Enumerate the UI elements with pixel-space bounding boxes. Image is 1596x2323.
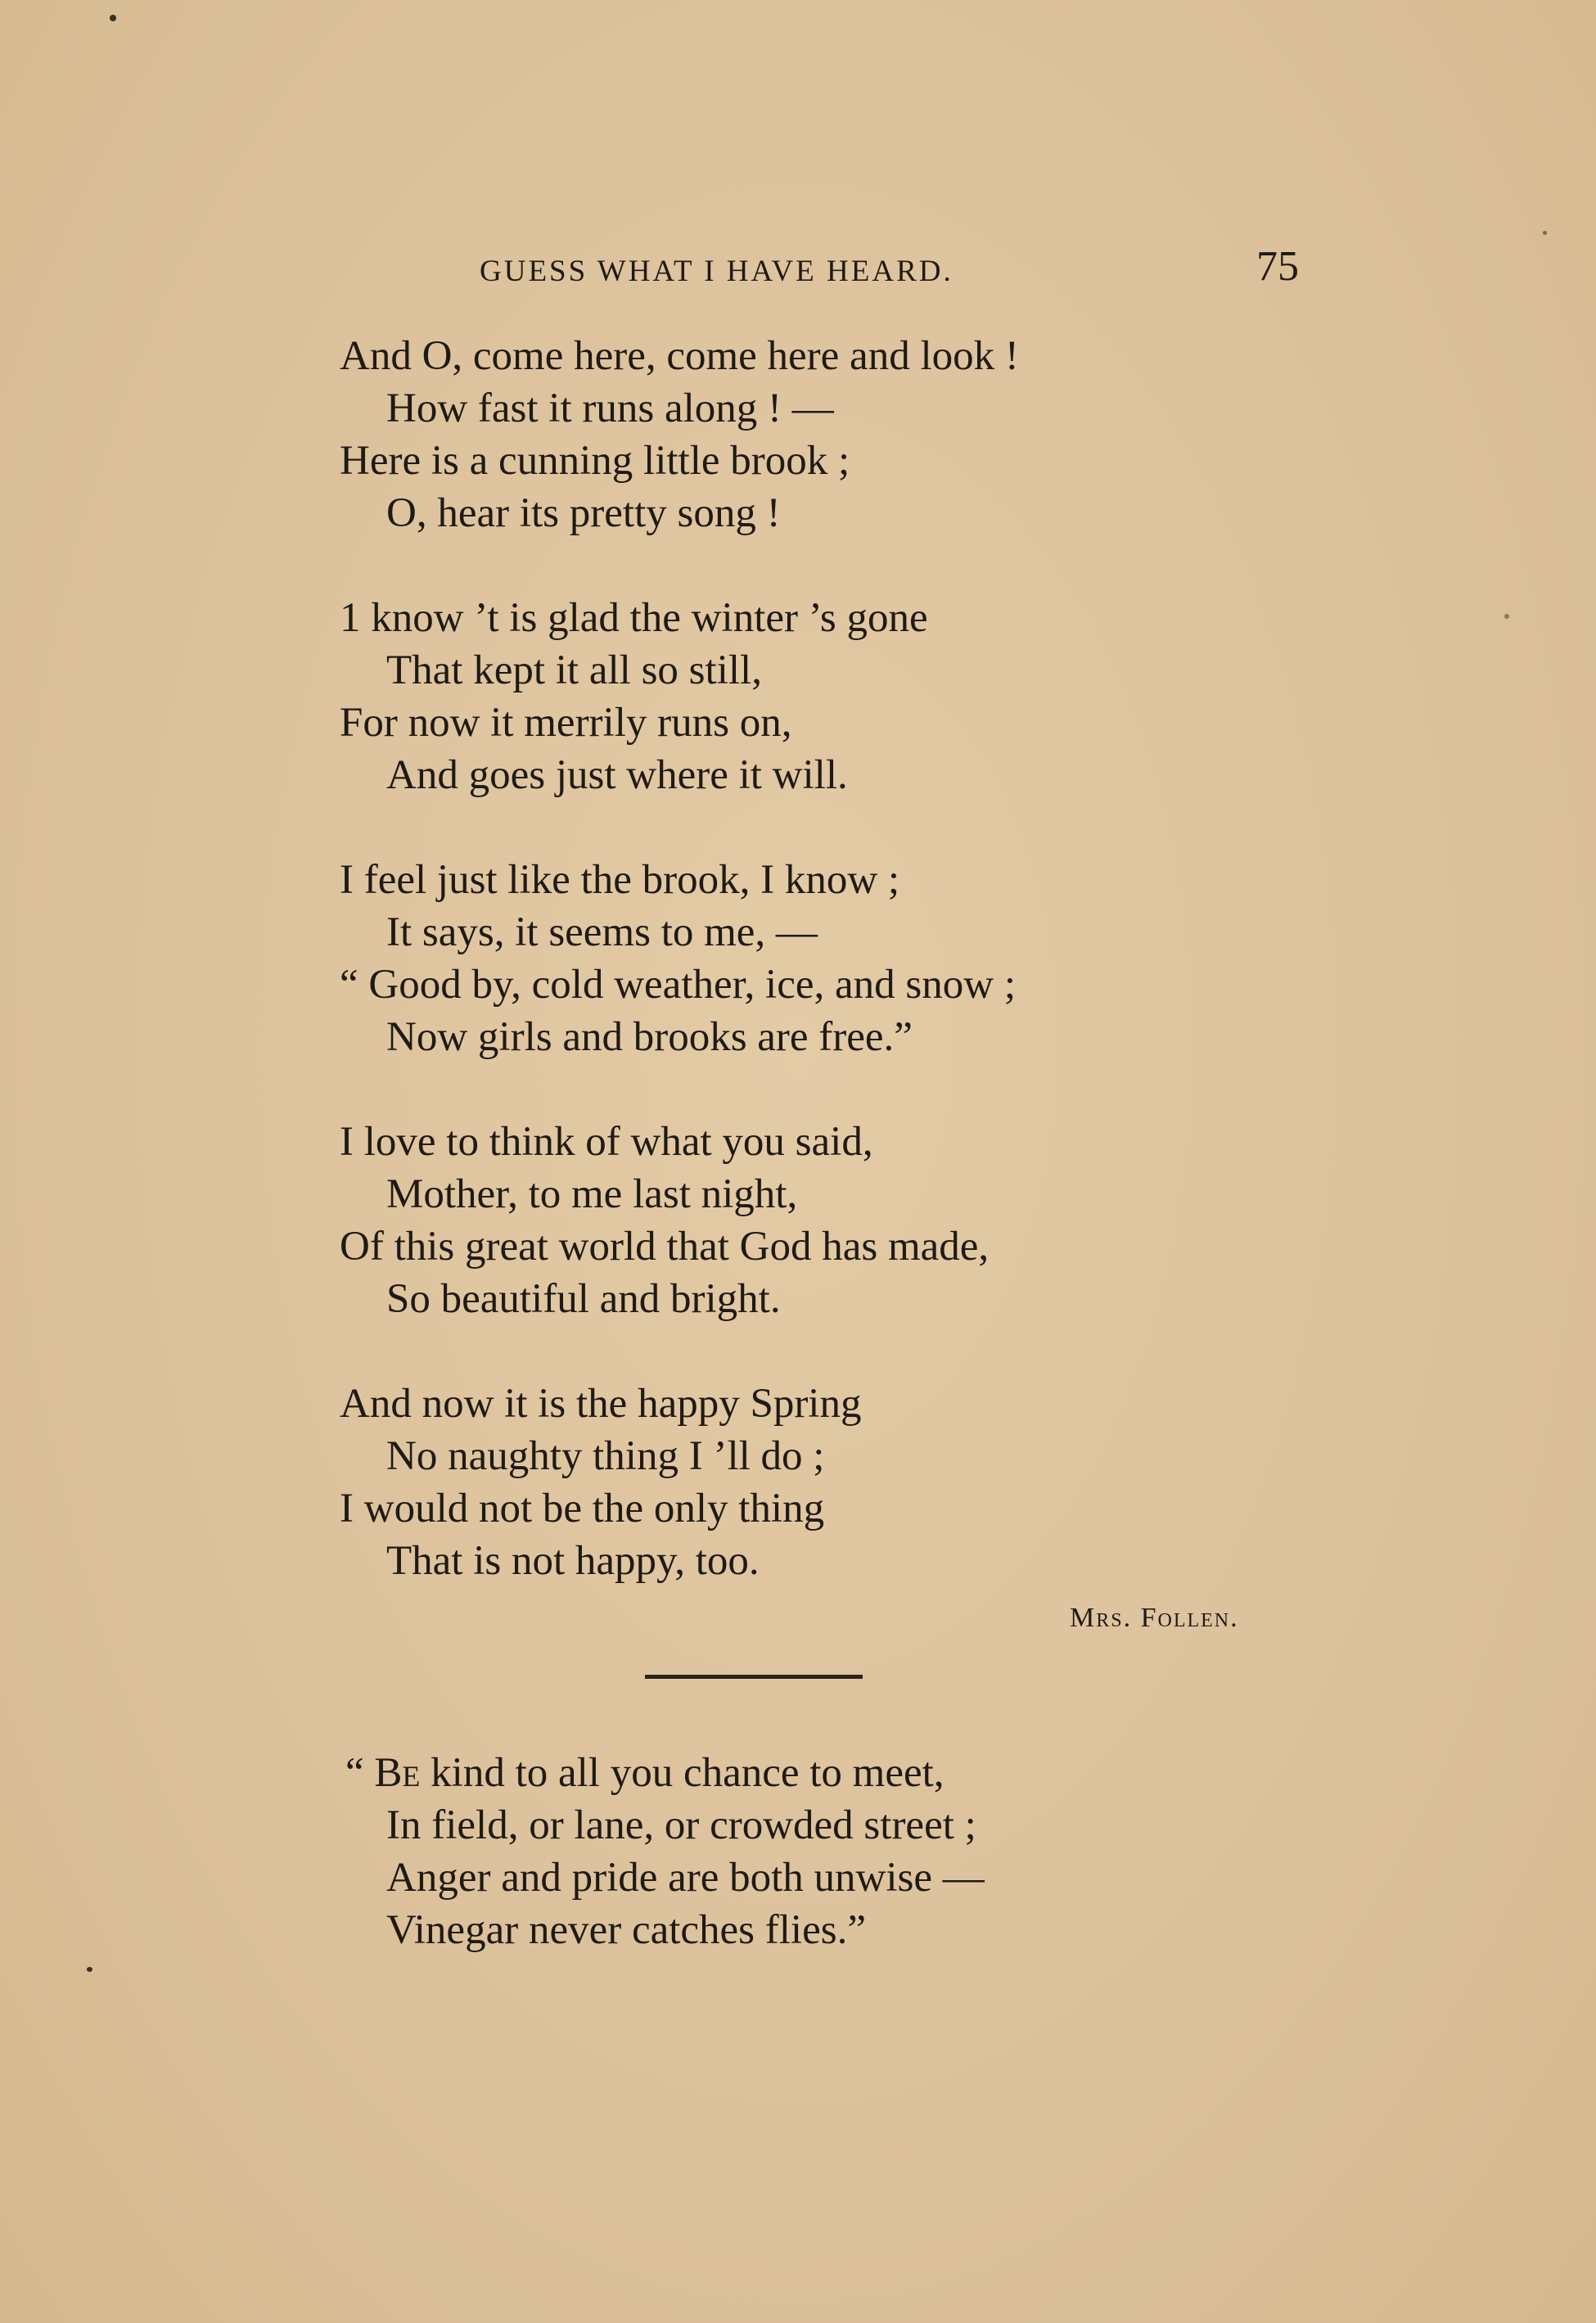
quote-line <box>345 1747 1328 1799</box>
author-attribution: Mrs. Follen. <box>1070 1603 1239 1633</box>
ink-speck <box>110 15 116 21</box>
poem-line: That kept it all so still, <box>386 647 762 693</box>
poem-body <box>340 330 1322 1640</box>
poem-line: “ Good by, cold weather, ice, and snow ; <box>340 962 1016 1008</box>
poem-line: I love to think of what you said, <box>340 1119 873 1165</box>
quote-first-word: Be <box>374 1750 421 1796</box>
open-quote-mark: “ <box>345 1750 375 1796</box>
poem-line: For now it merrily runs on, <box>340 700 792 746</box>
poem-line: Of this great world that God has made, <box>340 1224 990 1270</box>
quote-first-line-rest: kind to all you chance to meet, <box>420 1750 945 1796</box>
section-divider <box>645 1675 863 1679</box>
poem-line: Now girls and brooks are free.” <box>386 1014 913 1060</box>
poem-line: And O, come here, come here and look ! <box>340 333 1019 379</box>
poem-line: It says, it seems to me, — <box>386 909 818 955</box>
running-title: GUESS WHAT I HAVE HEARD. <box>480 255 954 288</box>
poem-line: Mother, to me last night, <box>386 1171 798 1217</box>
stanza <box>340 854 1322 1063</box>
quote-line: Vinegar never catches flies.” <box>386 1907 866 1953</box>
quote-line: In field, or lane, or crowded street ; <box>386 1802 976 1848</box>
page-number: 75 <box>1256 243 1299 290</box>
poem-line: O, hear its pretty song ! <box>386 490 781 536</box>
poem-line: I feel just like the brook, I know ; <box>340 857 900 903</box>
quote-line: Anger and pride are both unwise — <box>386 1855 985 1901</box>
poem-line: I would not be the only thing <box>340 1486 825 1531</box>
poem-line: 1 know ’t is glad the winter ’s gone <box>340 595 928 641</box>
quote-verse <box>345 1747 1328 1956</box>
poem-line: No naughty thing I ’ll do ; <box>386 1433 825 1479</box>
poem-line: So beautiful and bright. <box>386 1276 781 1322</box>
stanza <box>340 330 1322 539</box>
poem-line: How fast it runs along ! — <box>386 386 834 431</box>
poem-line: Here is a cunning little brook ; <box>340 438 850 484</box>
ink-speck <box>1543 231 1547 235</box>
stanza <box>340 592 1322 801</box>
stanza <box>340 1116 1322 1325</box>
ink-speck <box>87 1967 92 1972</box>
poem-line: And goes just where it will. <box>386 752 848 798</box>
stanza <box>340 1378 1322 1587</box>
poem-line: And now it is the happy Spring <box>340 1381 862 1427</box>
ink-speck <box>1504 614 1509 619</box>
poem-line: That is not happy, too. <box>386 1538 760 1584</box>
